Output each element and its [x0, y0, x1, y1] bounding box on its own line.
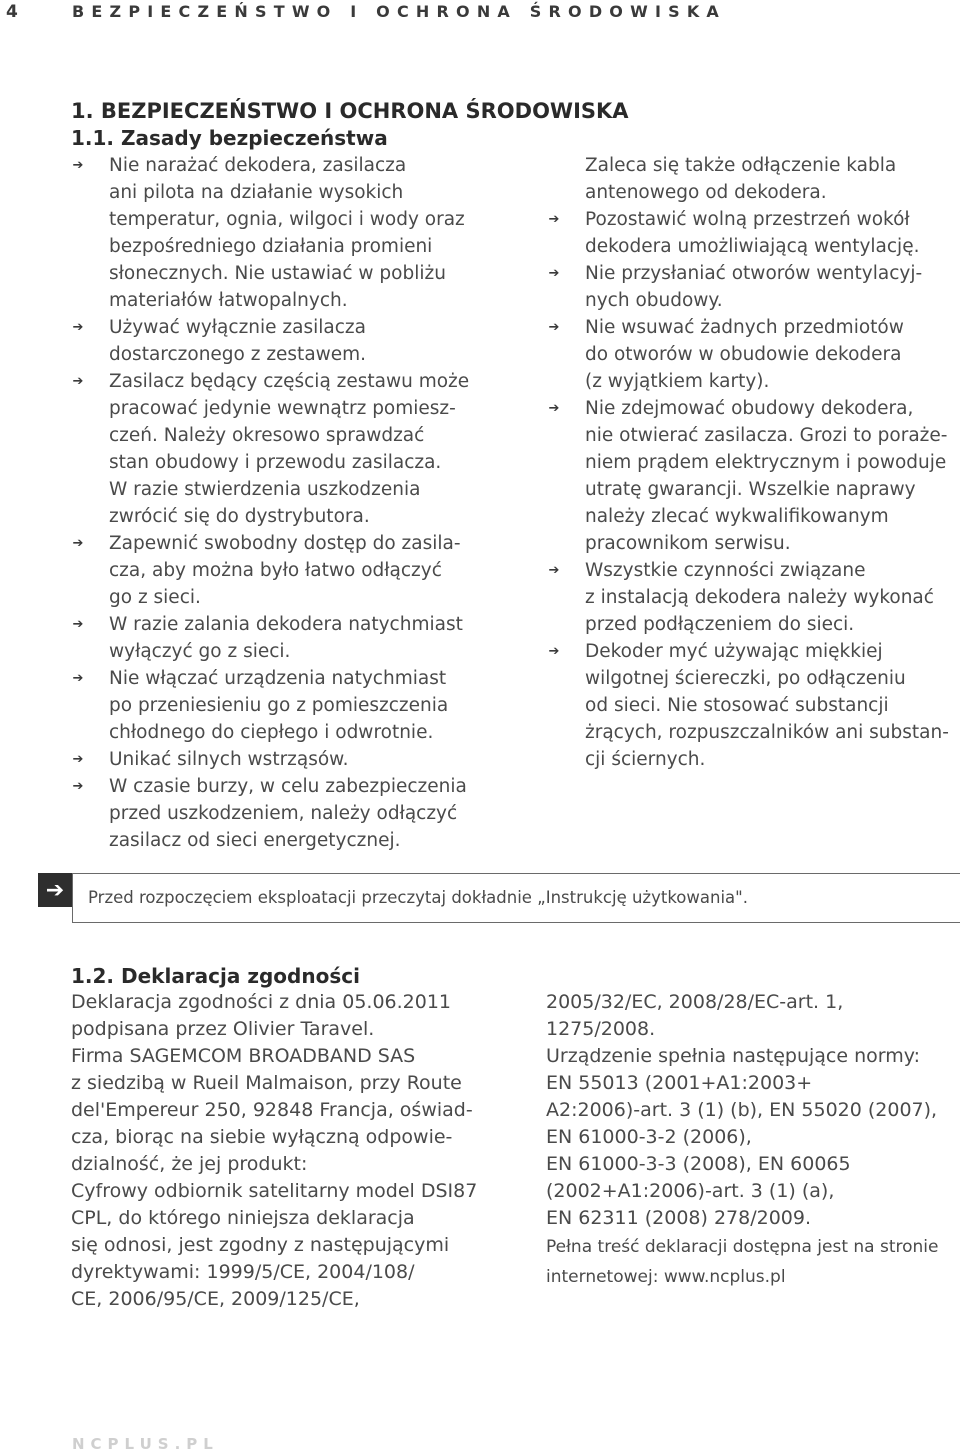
- text-line: W czasie burzy, w celu zabezpieczenia: [109, 776, 467, 797]
- text-line: cza, aby można było łatwo odłączyć: [109, 560, 442, 581]
- text-line: W razie zalania dekodera natychmiast: [109, 614, 463, 635]
- text-line: cza, biorąc na siebie wyłączną odpowie-: [71, 1126, 453, 1148]
- text-line: z siedzibą w Rueil Malmaison, przy Route: [71, 1072, 462, 1094]
- section-title: 1. BEZPIECZEŃSTWO I OCHRONA ŚRODOWISKA: [71, 99, 629, 123]
- text-line: dostarczonego z zestawem.: [109, 344, 367, 365]
- text-line: stan obudowy i przewodu zasilacza.: [109, 452, 442, 473]
- page-header: [0, 0, 960, 24]
- arrow-right-icon: ➔: [72, 536, 84, 551]
- text-line: od sieci. Nie stosować substancji: [585, 695, 889, 716]
- text-line: CE, 2006/95/CE, 2009/125/CE,: [71, 1288, 360, 1310]
- text-line: Nie wsuwać żadnych przedmiotów: [585, 317, 904, 338]
- text-line: Używać wyłącznie zasilacza: [109, 317, 366, 338]
- text-line: Zapewnić swobodny dostęp do zasila-: [109, 533, 461, 554]
- bullet-item: [71, 368, 541, 530]
- arrow-right-icon: ➔: [38, 873, 72, 907]
- text-line: EN 61000-3-2 (2006),: [546, 1126, 752, 1148]
- footer-brand: NCPLUS.PL: [72, 1435, 219, 1453]
- text-line: EN 61000-3-3 (2008), EN 60065: [546, 1153, 851, 1175]
- text-line: nie otwierać zasilacza. Grozi to poraże-: [585, 425, 948, 446]
- arrow-right-icon: ➔: [548, 401, 560, 416]
- arrow-right-icon: ➔: [72, 752, 84, 767]
- bullet-item: [547, 206, 957, 260]
- arrow-right-icon: ➔: [548, 644, 560, 659]
- bullet-item: [71, 530, 541, 611]
- text-line: go z sieci.: [109, 587, 201, 608]
- text-line: 2005/32/EC, 2008/28/EC-art. 1,: [546, 991, 844, 1013]
- arrow-right-icon: ➔: [72, 320, 84, 335]
- text-line: Pełna treść deklaracji dostępna jest na stronie: [546, 1237, 939, 1257]
- arrow-right-icon: ➔: [72, 779, 84, 794]
- arrow-right-icon: ➔: [72, 158, 84, 173]
- bullet-item: [547, 638, 957, 773]
- continuation-paragraph: [547, 152, 957, 206]
- text-line: W razie stwierdzenia uszkodzenia: [109, 479, 421, 500]
- text-line: przed uszkodzeniem, należy odłączyć: [109, 803, 458, 824]
- text-line: Urządzenie spełnia następujące normy:: [546, 1045, 920, 1067]
- text-line: Cyfrowy odbiornik satelitarny model DSI87: [71, 1180, 478, 1202]
- text-line: A2:2006)-art. 3 (1) (b), EN 55020 (2007),: [546, 1099, 938, 1121]
- text-line: antenowego od dekodera.: [585, 182, 827, 203]
- bullet-item: [547, 260, 957, 314]
- text-line: Zaleca się także odłączenie kabla: [585, 155, 897, 176]
- text-line: Deklaracja zgodności z dnia 05.06.2011: [71, 991, 452, 1013]
- text-line: słonecznych. Nie ustawiać w pobliżu: [109, 263, 446, 284]
- text-line: podpisana przez Olivier Taravel.: [71, 1018, 375, 1040]
- text-line: żrących, rozpuszczalników ani substan-: [585, 722, 949, 743]
- declaration-title: 1.2. Deklaracja zgodności: [71, 964, 360, 988]
- text-line: wyłączyć go z sieci.: [109, 641, 291, 662]
- safety-rules-right-column: [547, 152, 957, 773]
- text-line: niem prądem elektrycznym i powoduje: [585, 452, 947, 473]
- text-line: 1275/2008.: [546, 1018, 656, 1040]
- text-line: do otworów w obudowie dekodera: [585, 344, 902, 365]
- text-line: pracować jedynie wewnątrz pomiesz-: [109, 398, 456, 419]
- text-line: Wszystkie czynności związane: [585, 560, 866, 581]
- text-line: ani pilota na działanie wysokich: [109, 182, 404, 203]
- text-line: internetowej: www.ncplus.pl: [546, 1267, 786, 1287]
- text-line: materiałów łatwopalnych.: [109, 290, 348, 311]
- text-line: Nie przysłaniać otworów wentylacyj-: [585, 263, 923, 284]
- text-line: EN 55013 (2001+A1:2003+: [546, 1072, 813, 1094]
- bullet-item: [547, 557, 957, 638]
- note-box: [38, 873, 960, 925]
- arrow-right-icon: ➔: [548, 563, 560, 578]
- text-line: cji ściernych.: [585, 749, 706, 770]
- declaration-left-column: [71, 989, 511, 1313]
- text-line: pracownikom serwisu.: [585, 533, 791, 554]
- running-title: BEZPIECZEŃSTWO I OCHRONA ŚRODOWISKA: [72, 2, 727, 21]
- text-line: bezpośredniego działania promieni: [109, 236, 433, 257]
- text-line: temperatur, ognia, wilgoci i wody oraz: [109, 209, 465, 230]
- text-line: Unikać silnych wstrząsów.: [109, 749, 349, 770]
- text-line: Zasilacz będący częścią zestawu może: [109, 371, 470, 392]
- text-line: Dekoder myć używając miękkiej: [585, 641, 883, 662]
- arrow-right-icon: ➔: [548, 320, 560, 335]
- bullet-item: [71, 152, 541, 314]
- arrow-right-icon: ➔: [72, 671, 84, 686]
- text-line: Firma SAGEMCOM BROADBAND SAS: [71, 1045, 416, 1067]
- text-line: Pozostawić wolną przestrzeń wokół: [585, 209, 910, 230]
- text-line: po przeniesieniu go z pomieszczenia: [109, 695, 449, 716]
- subsection-title: 1.1. Zasady bezpieczeństwa: [71, 126, 388, 150]
- text-line: (z wyjątkiem karty).: [585, 371, 770, 392]
- text-line: zasilacz od sieci energetycznej.: [109, 830, 401, 851]
- page-number: 4: [6, 2, 18, 22]
- text-line: przed podłączeniem do sieci.: [585, 614, 855, 635]
- bullet-item: [71, 314, 541, 368]
- text-line: należy zlecać wykwalifikowanym: [585, 506, 889, 527]
- text-line: del'Empereur 250, 92848 Francja, oświad-: [71, 1099, 473, 1121]
- text-line: (2002+A1:2006)-art. 3 (1) (a),: [546, 1180, 835, 1202]
- bullet-item: [547, 395, 957, 557]
- bullet-item: [547, 314, 957, 395]
- text-line: chłodnego do ciepłego i odwrotnie.: [109, 722, 434, 743]
- text-line: EN 62311 (2008) 278/2009.: [546, 1207, 812, 1229]
- safety-rules-left-column: [71, 152, 541, 854]
- arrow-right-icon: ➔: [548, 266, 560, 281]
- text-line: czeń. Należy okresowo sprawdzać: [109, 425, 425, 446]
- bullet-item: [71, 746, 541, 773]
- text-line: z instalacją dekodera należy wykonać: [585, 587, 934, 608]
- note-text: Przed rozpoczęciem eksploatacji przeczytaj dokładnie „Instrukcję użytkowania".: [88, 888, 748, 907]
- bullet-item: [71, 665, 541, 746]
- declaration-right-column: [546, 989, 956, 1292]
- text-line: Nie zdejmować obudowy dekodera,: [585, 398, 914, 419]
- text-line: dzialność, że jej produkt:: [71, 1153, 308, 1175]
- text-line: wilgotnej ściereczki, po odłączeniu: [585, 668, 906, 689]
- bullet-item: [71, 611, 541, 665]
- text-line: zwrócić się do dystrybutora.: [109, 506, 370, 527]
- text-line: CPL, do którego niniejsza deklaracja: [71, 1207, 415, 1229]
- text-line: Nie włączać urządzenia natychmiast: [109, 668, 447, 689]
- bullet-item: [71, 773, 541, 854]
- text-line: Nie narażać dekodera, zasilacza: [109, 155, 407, 176]
- arrow-right-icon: ➔: [548, 212, 560, 227]
- text-line: nych obudowy.: [585, 290, 723, 311]
- arrow-right-icon: ➔: [72, 374, 84, 389]
- text-line: dekodera umożliwiającą wentylację.: [585, 236, 920, 257]
- text-line: dyrektywami: 1999/5/CE, 2004/108/: [71, 1261, 415, 1283]
- text-line: się odnosi, jest zgodny z następującymi: [71, 1234, 450, 1256]
- arrow-right-icon: ➔: [72, 617, 84, 632]
- text-line: utratę gwarancji. Wszelkie naprawy: [585, 479, 916, 500]
